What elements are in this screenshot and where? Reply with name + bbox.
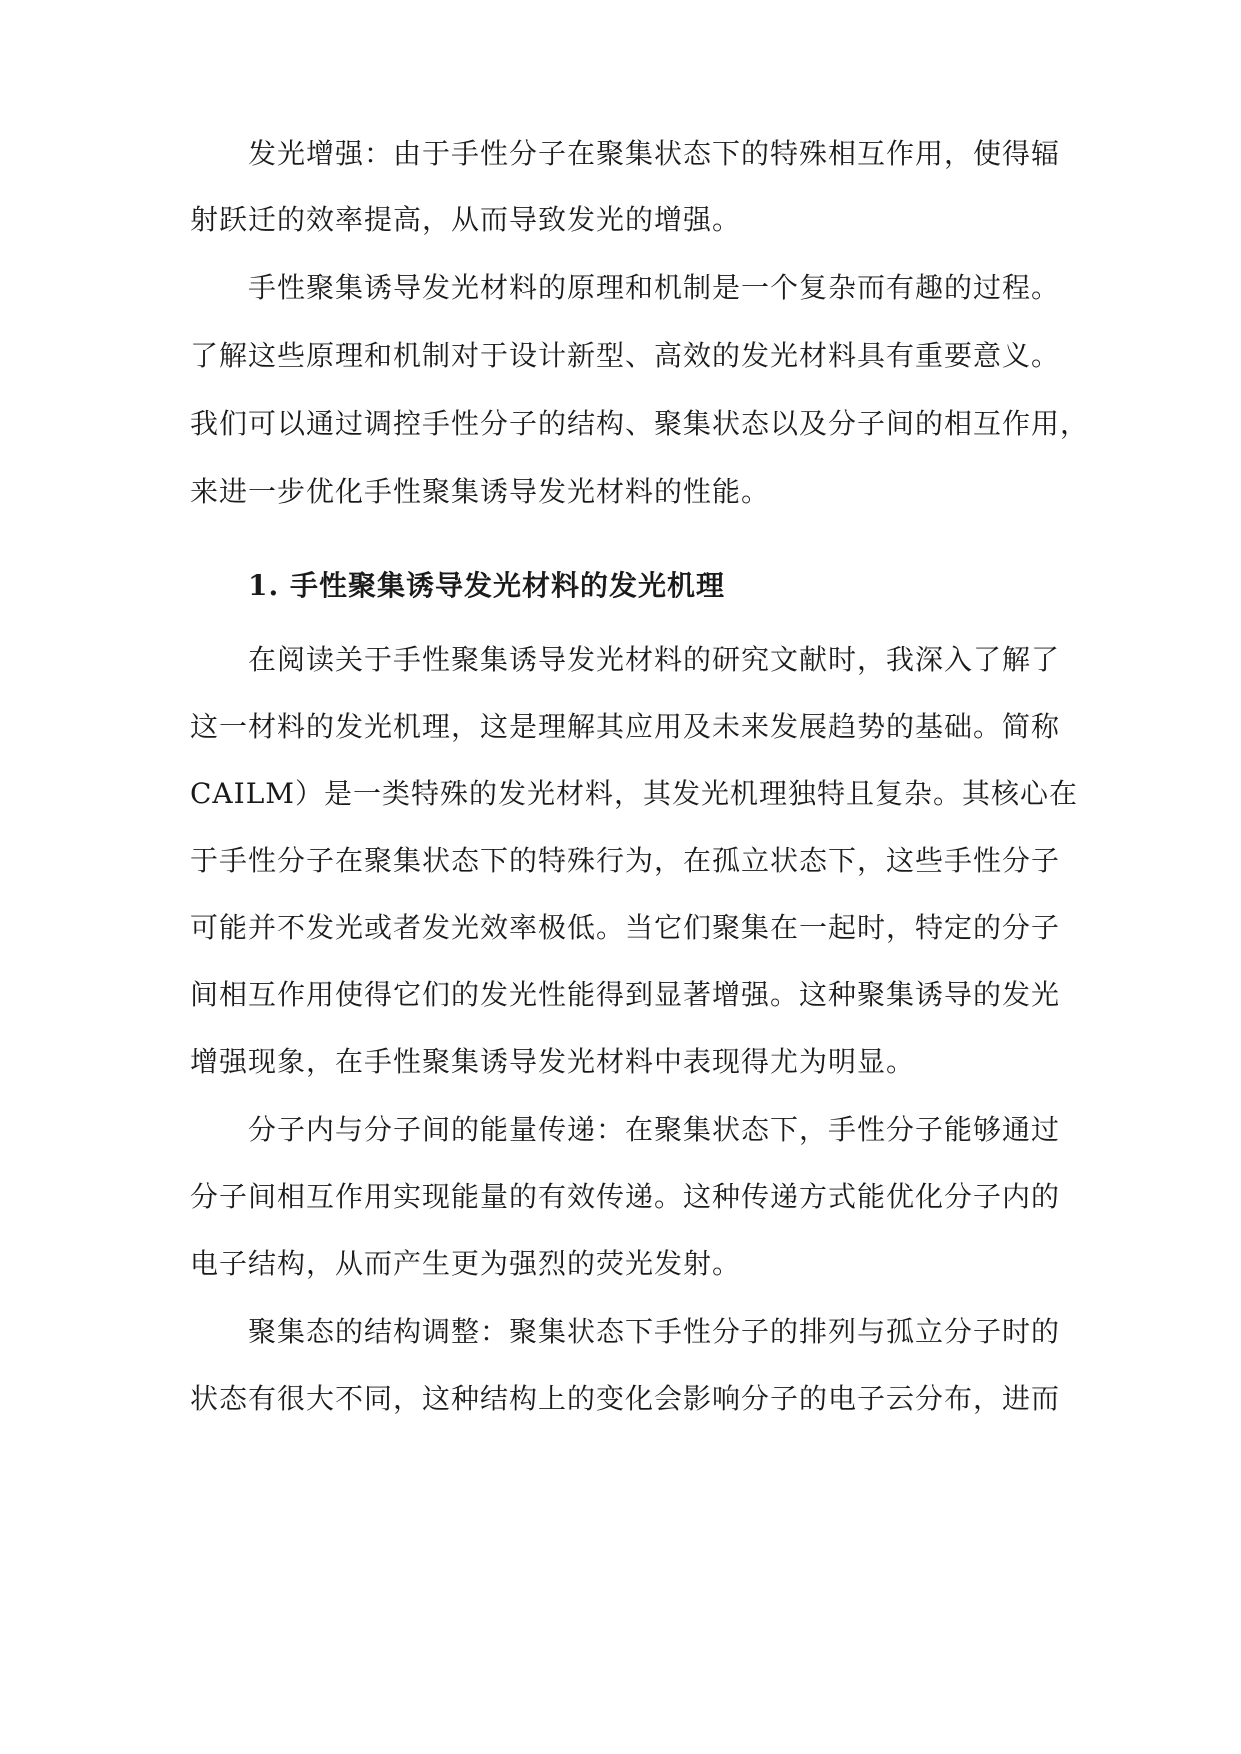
paragraph-line: 增强现象，在手性聚集诱导发光材料中表现得尤为明显。 xyxy=(190,1045,916,1078)
section-number: 1. xyxy=(248,569,280,602)
paragraph-line: 分子内与分子间的能量传递：在聚集状态下，手性分子能够通过 xyxy=(248,1113,1061,1146)
paragraph-line: 来进一步优化手性聚集诱导发光材料的性能。 xyxy=(190,475,771,508)
paragraph-line: 聚集态的结构调整：聚集状态下手性分子的排列与孤立分子时的 xyxy=(248,1315,1061,1348)
paragraph-line: 于手性分子在聚集状态下的特殊行为，在孤立状态下，这些手性分子 xyxy=(190,844,1061,877)
paragraph-line: 间相互作用使得它们的发光性能得到显著增强。这种聚集诱导的发光 xyxy=(190,978,1061,1011)
paragraph-line: 可能并不发光或者发光效率极低。当它们聚集在一起时，特定的分子 xyxy=(190,911,1061,944)
paragraph-line: 分子间相互作用实现能量的有效传递。这种传递方式能优化分子内的 xyxy=(190,1180,1061,1213)
paragraph-line: 我们可以通过调控手性分子的结构、聚集状态以及分子间的相互作用， xyxy=(190,407,1090,440)
section-heading xyxy=(248,566,1118,606)
paragraph-line: 这一材料的发光机理，这是理解其应用及未来发展趋势的基础。简称 xyxy=(190,710,1061,743)
paragraph-line: 在阅读关于手性聚集诱导发光材料的研究文献时，我深入了解了 xyxy=(248,643,1061,676)
paragraph-line: 发光增强：由于手性分子在聚集状态下的特殊相互作用，使得辐 xyxy=(248,137,1061,170)
paragraph-line: CAILM）是一类特殊的发光材料，其发光机理独特且复杂。其核心在 xyxy=(190,777,1078,810)
paragraph-line: 电子结构，从而产生更为强烈的荧光发射。 xyxy=(190,1247,742,1280)
paragraph-line: 了解这些原理和机制对于设计新型、高效的发光材料具有重要意义。 xyxy=(190,339,1061,372)
section-title: 手性聚集诱导发光材料的发光机理 xyxy=(289,569,725,602)
paragraph-line: 状态有很大不同，这种结构上的变化会影响分子的电子云分布，进而 xyxy=(190,1382,1061,1415)
paragraph-line: 手性聚集诱导发光材料的原理和机制是一个复杂而有趣的过程。 xyxy=(248,271,1061,304)
paragraph-line: 射跃迁的效率提高，从而导致发光的增强。 xyxy=(190,203,742,236)
